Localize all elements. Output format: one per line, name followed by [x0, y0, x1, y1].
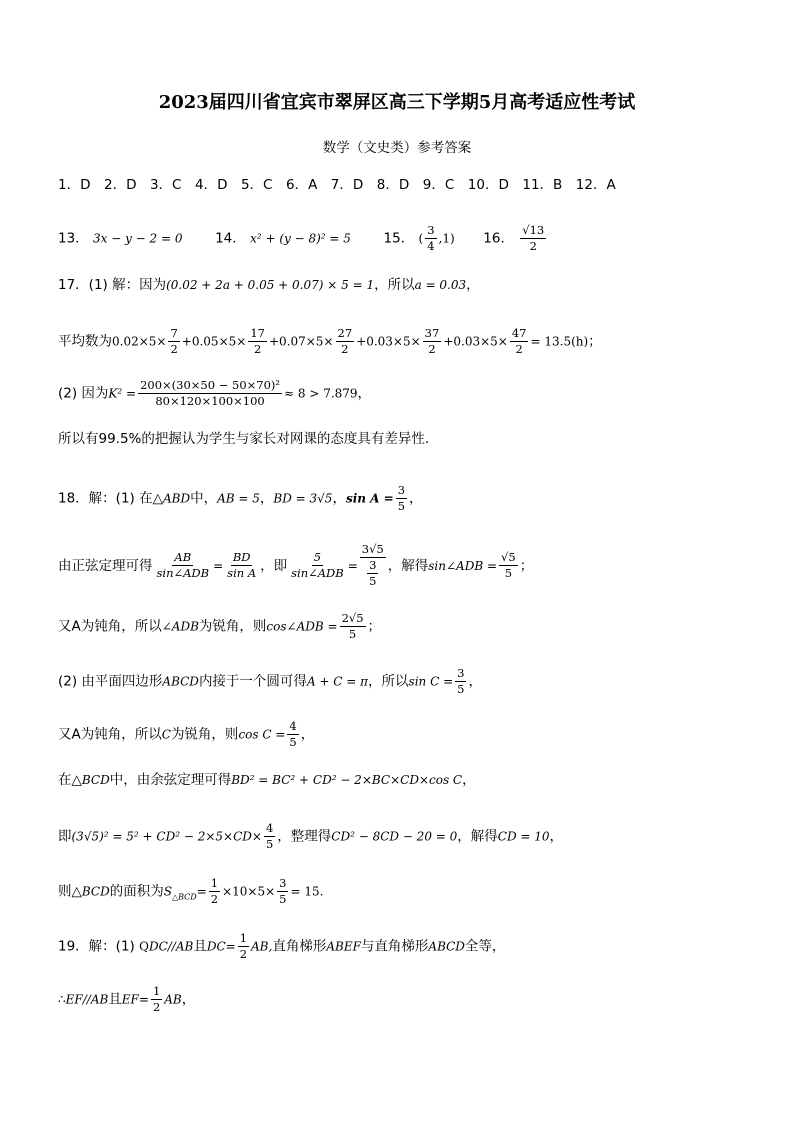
q15-close: ,1): [438, 231, 455, 246]
q16-fraction: $\frac{√13}{2}$: [522, 223, 545, 254]
q17-mean: 平均数为0.02×5× $\frac{7}{2}$ +0.05×5× $\frac{17}{2}$ +0.07×5× $\frac{27}{2}$ +0.03×5× $\frac{37}{2}$ +0.03×5× $\frac{47}{2}$ = 13.5(h)；: [58, 326, 602, 357]
q18-area: 则△BCD的面积为$S_{\triangle BCD}=$ $\frac{1}{2}$ ×10×5× $\frac{3}{5}$ = 15.: [58, 876, 324, 907]
k2-fraction: $\frac{\text{200×(30×50 − 50×70)²}}{80\times 120\times 100\times 100}$: [140, 378, 280, 409]
q19-part1: 19．解：(1) QDC//AB且DC= $\frac{1}{2}$ AB,直角梯形ABEF与直角梯形ABCD全等，: [58, 931, 506, 962]
q18-part2-start: (2) 由平面四边形ABCD内接于一个圆可得A + C = π，所以sin C = $\frac{3}{5}$ ，: [58, 666, 482, 697]
q15-fraction: $\frac{3}{4}$: [427, 223, 435, 254]
q15-label: 15．: [383, 230, 415, 247]
q18-given: 18．解：(1) 在△ABD中，AB = 5，BD = 3√5，sin A = $\frac{3}{5}$ ，: [58, 483, 423, 514]
q17-equation: (0.02 + 2a + 0.05 + 0.07) × 5 = 1: [166, 278, 375, 292]
sinA-fraction: $\frac{3}{5}$: [397, 483, 406, 514]
document-subtitle: 数学（文史类）参考答案: [322, 140, 472, 156]
document-title: 2023届四川省宜宾市翠屏区高三下学期5月高考适应性考试: [158, 92, 636, 113]
q18-cos-adb: 又A为钝角，所以∠ADB为锐角，则cos∠ADB = $\frac{2√5}{5}$ ；: [58, 611, 382, 642]
q13-answer: 3x − y − 2 = 0: [92, 231, 183, 246]
frac-17-2: $\frac{17}{2}$: [250, 326, 265, 357]
frac-7-2: $\frac{7}{2}$: [170, 326, 178, 357]
fill-in-answers: [58, 224, 754, 253]
frac-37-2: $\frac{37}{2}$: [424, 326, 440, 357]
choice-answers: [58, 179, 754, 193]
q19-ef-parallel: ∴EF//AB且EF= $\frac{1}{2}$ AB，: [58, 984, 196, 1015]
q16-label: 16．: [483, 230, 514, 247]
q15-open: (: [418, 231, 424, 246]
q18-cos-c: 又A为钝角，所以C为锐角，则cos C = $\frac{4}{5}$ ，: [58, 719, 315, 750]
q17-a-value: a = 0.03: [414, 278, 467, 292]
frac-47-2: $\frac{47}{2}$: [511, 326, 527, 357]
q18-sine-law: 由正弦定理可得 $\frac{AB}{\text{sin∠ADB}}$ = $\frac{BD}{\text{sin A}}$ ，即 $\frac{5}{\text{sin∠ADB}}$ = $\frac{3√5}{\frac{3}{5}}$ ，解得sin∠ADB = $\frac{√5}{5}$ ；: [58, 542, 534, 589]
q14-label: 14．: [215, 230, 246, 247]
frac-27-2: $\frac{27}{2}$: [337, 326, 353, 357]
q17-conclusion: 所以有99.5%的把握认为学生与家长对网课的态度具有差异性．: [58, 431, 439, 447]
choice-answers-text: 1．D 2．D 3．C 4．D 5．C 6．A 7．D 8．D 9．C 10．D 11．B 12．A: [58, 177, 616, 193]
nested-fraction: $\frac{3√5}{\frac{3}{5}}$: [361, 542, 384, 589]
q17-part2: (2) 因为K² = $\frac{\text{200×(30×50 − 50×70)²}}{80\times 120\times 100\times 100}$ ≈ 8 > 7.879，: [58, 378, 372, 409]
q14-answer: x² + (y − 8)² = 5: [250, 231, 351, 246]
q17-part1: 17．(1) 解：因为(0.02 + 2a + 0.05 + 0.07) × 5 = 1，所以a = 0.03，: [58, 277, 480, 293]
q13-label: 13．: [58, 230, 89, 247]
q18-cosine-law: 在△BCD中，由余弦定理可得BD² = BC² + CD² − 2×BC×CD×cos C，: [58, 772, 476, 788]
q18-solve-cd: 即(3√5)² = 5² + CD² − 2×5×CD× $\frac{4}{5}$ ，整理得CD² − 8CD − 20 = 0，解得CD = 10，: [58, 821, 564, 852]
